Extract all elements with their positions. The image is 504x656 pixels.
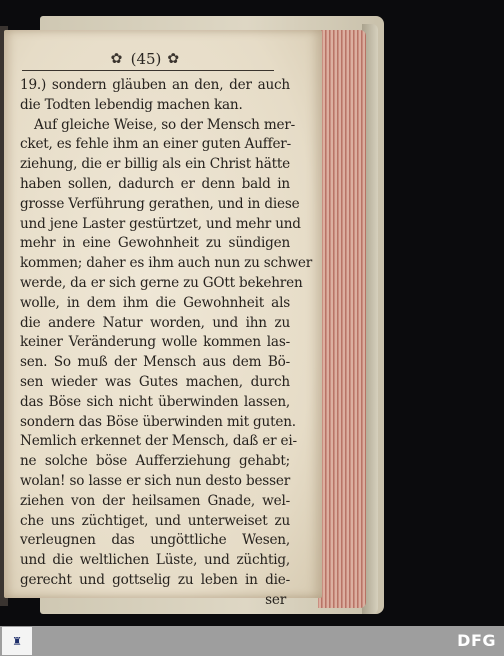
text-line: 19.) sondern gläuben an den, der auch <box>20 77 290 93</box>
rosette-ornament-icon: ✿ <box>110 51 123 67</box>
text-line: Auf gleiche Weise, so der Mensch mer- <box>34 116 296 133</box>
text-line: ne solche böse Aufferziehung gehabt; <box>20 453 290 470</box>
text-line: gerecht und gottselig zu leben in die- <box>20 571 290 588</box>
text-line: wolle, in dem ihm die Gewohnheit als <box>20 294 290 311</box>
text-line: sen. So muß der Mensch aus dem Bö- <box>20 354 290 371</box>
text-line: kommen; daher es ihm auch nun zu schwer <box>20 255 313 272</box>
text-line: mehr in eine Gewohnheit zu sündigen <box>20 235 290 252</box>
text-line: werde, da er sich gerne zu GOtt bekehren <box>20 274 303 291</box>
catchword: ser <box>265 591 286 608</box>
text-line: und die weltlichen Lüste, und züchtig, <box>20 552 290 569</box>
text-line: sondern das Böse überwinden mit guten. <box>20 413 296 430</box>
text-line: wolan! so lasse er sich nun desto besser <box>20 472 290 489</box>
text-line: grosse Verführung gerathen, und in diese <box>20 195 300 212</box>
text-line: Nemlich erkennet der Mensch, daß er ei- <box>20 433 297 450</box>
text-line: und jene Laster gestürtzet, und mehr und <box>20 215 301 232</box>
header-rule <box>22 70 274 71</box>
text-line: verleugnen das ungöttliche Wesen, <box>20 532 290 549</box>
viewer-footer <box>0 626 504 656</box>
dfg-logo[interactable]: DFG <box>457 631 496 650</box>
text-line: ziehung, die er billig als ein Christ hätte <box>20 156 290 173</box>
text-line: sen wieder was Gutes machen, durch <box>20 373 290 390</box>
library-crest-icon[interactable]: ♜ <box>2 627 32 655</box>
page-header <box>96 48 196 70</box>
text-line: che uns züchtiget, und unterweiset zu <box>20 512 290 529</box>
text-line: das Böse sich nicht überwinden lassen, <box>20 393 290 410</box>
page-fore-edge <box>318 30 366 608</box>
page-number: (45) <box>130 50 162 68</box>
text-line: haben sollen, dadurch er denn bald in <box>20 175 290 192</box>
text-line: keiner Veränderung wolle kommen las- <box>20 334 290 351</box>
text-line: die andere Natur worden, und ihn zu <box>20 314 290 331</box>
text-line: die Todten lebendig machen kan. <box>20 96 243 113</box>
rosette-ornament-icon: ✿ <box>167 51 180 67</box>
text-line: cket, es fehle ihm an einer guten Auffer- <box>20 136 292 153</box>
text-line: ziehen von der heilsamen Gnade, wel- <box>20 492 290 509</box>
page-body-text <box>20 76 313 611</box>
